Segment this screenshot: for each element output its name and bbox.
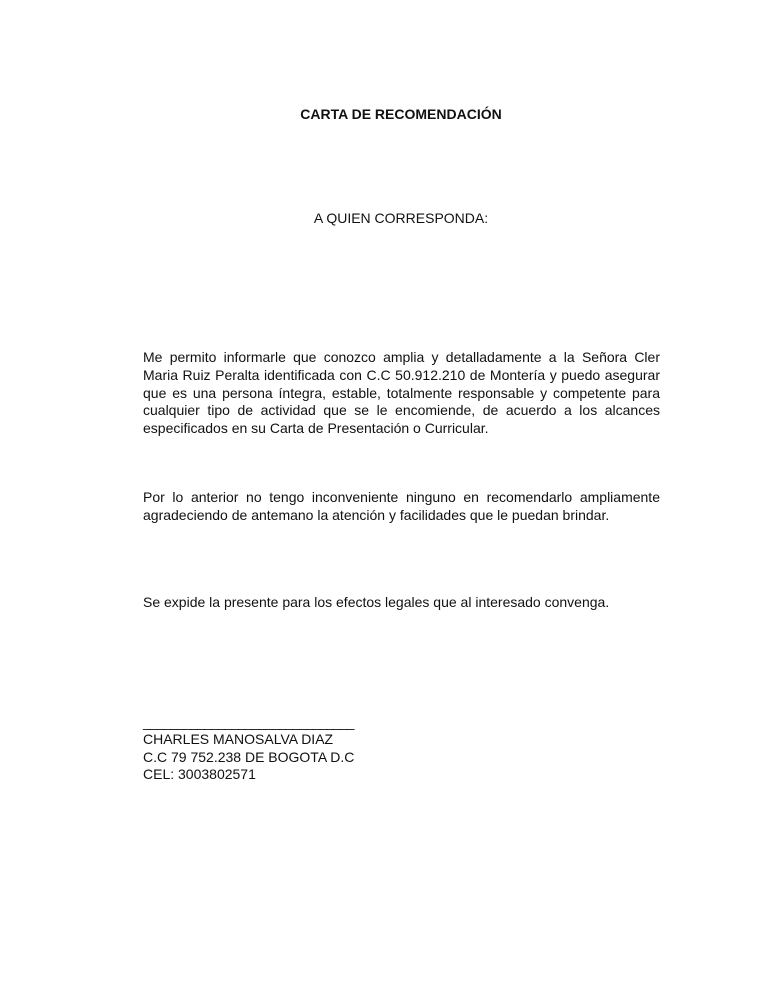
- signature-block: [143, 731, 354, 784]
- body-paragraph-3: Se expide la presente para los efectos legales que al interesado convenga.: [143, 594, 610, 610]
- body-paragraph-1: Me permito informarle que conozco amplia y detalladamente a la Señora Cler Maria Ruiz Peralta identificada con C.C 50.912.210 de Montería y puedo asegurar que es una persona íntegra, estable, totalmente responsable y competente para cualquier tipo de actividad que se le encomiende, de acuerdo a los alcances especificados en su Carta de Presentación o Curricular.: [143, 349, 660, 437]
- signer-name: CHARLES MANOSALVA DIAZ: [143, 731, 334, 747]
- body-paragraph-2: Por lo anterior no tengo inconveniente ninguno en recomendarlo ampliamente agradeciendo de antemano la atención y facilidades que le puedan brindar.: [143, 489, 660, 523]
- signer-phone: CEL: 3003802571: [143, 766, 256, 782]
- letter-greeting: A QUIEN CORRESPONDA:: [313, 210, 489, 226]
- signer-id: C.C 79 752.238 DE BOGOTA D.C: [143, 748, 355, 765]
- signature-line: _______________________________: [143, 714, 354, 730]
- letter-title: CARTA DE RECOMENDACIÓN: [300, 106, 502, 122]
